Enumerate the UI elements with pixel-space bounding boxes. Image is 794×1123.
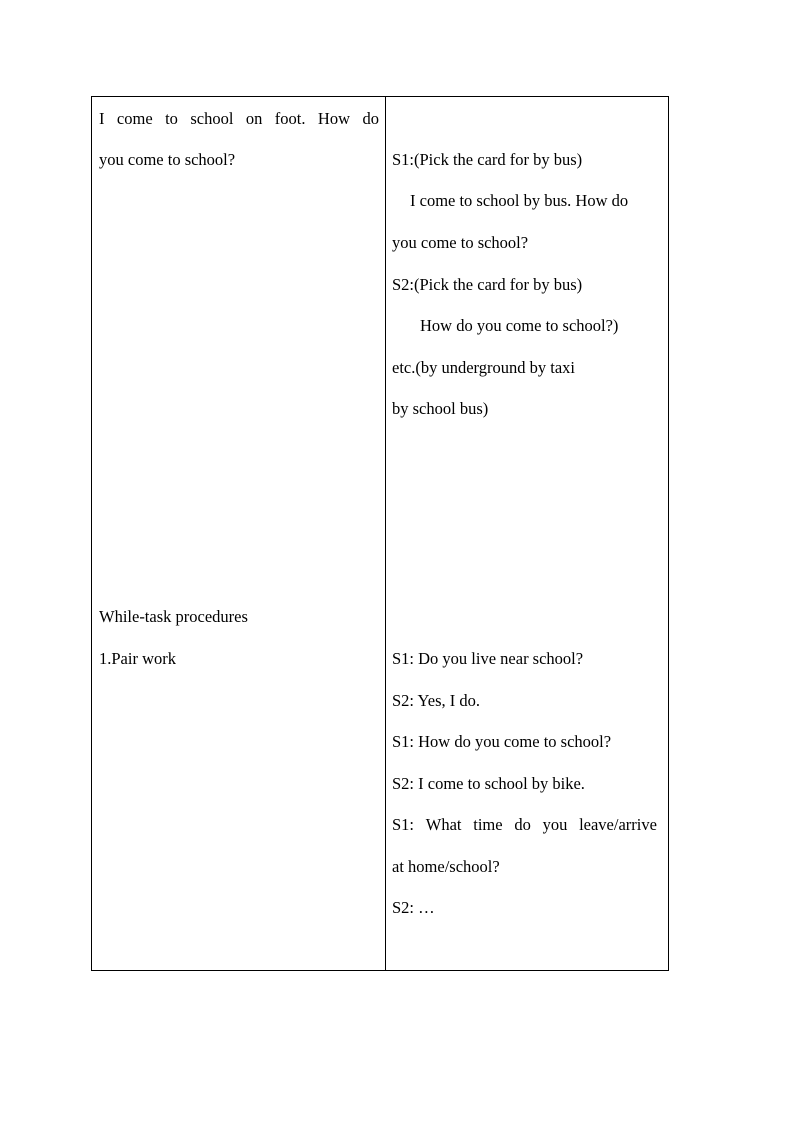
column-divider (385, 97, 386, 970)
intro-word: come (116, 109, 153, 128)
intro-word: How (317, 109, 351, 128)
dialogue-line: S2: … (392, 898, 435, 917)
dialogue-line: S2:(Pick the card for by bus) (392, 275, 583, 294)
dialogue-line: S1:(Pick the card for by bus) (392, 150, 583, 169)
dialogue-line: S2: Yes, I do. (392, 691, 481, 710)
lesson-plan-table (91, 96, 669, 971)
dialogue-line: you come to school? (392, 233, 529, 252)
while-task-heading: While-task procedures (99, 607, 248, 626)
dialogue-line: S1: Do you live near school? (392, 649, 584, 668)
dialogue-line: I come to school by bus. How do (410, 191, 629, 210)
dialogue-word: leave/arrive (579, 815, 657, 834)
intro-line-2: you come to school? (99, 150, 236, 169)
dialogue-line: How do you come to school?) (420, 316, 619, 335)
dialogue-line: S2: I come to school by bike. (392, 774, 585, 793)
dialogue-word: S1: (392, 815, 415, 834)
dialogue-line (392, 815, 657, 835)
dialogue-line: by school bus) (392, 399, 489, 418)
intro-word: school (190, 109, 234, 128)
dialogue-word: What (425, 815, 462, 834)
intro-word: to (165, 109, 178, 128)
dialogue-line: etc.(by underground by taxi (392, 358, 575, 377)
intro-line-1 (99, 109, 379, 129)
dialogue-word: do (514, 815, 531, 834)
pair-work-label: 1.Pair work (99, 649, 176, 668)
dialogue-word: time (473, 815, 503, 834)
intro-word: on (245, 109, 263, 128)
intro-word: foot. (274, 109, 306, 128)
dialogue-word: you (542, 815, 568, 834)
intro-word: I (99, 109, 105, 128)
dialogue-line: at home/school? (392, 857, 500, 876)
intro-word: do (362, 109, 379, 128)
dialogue-line: S1: How do you come to school? (392, 732, 612, 751)
